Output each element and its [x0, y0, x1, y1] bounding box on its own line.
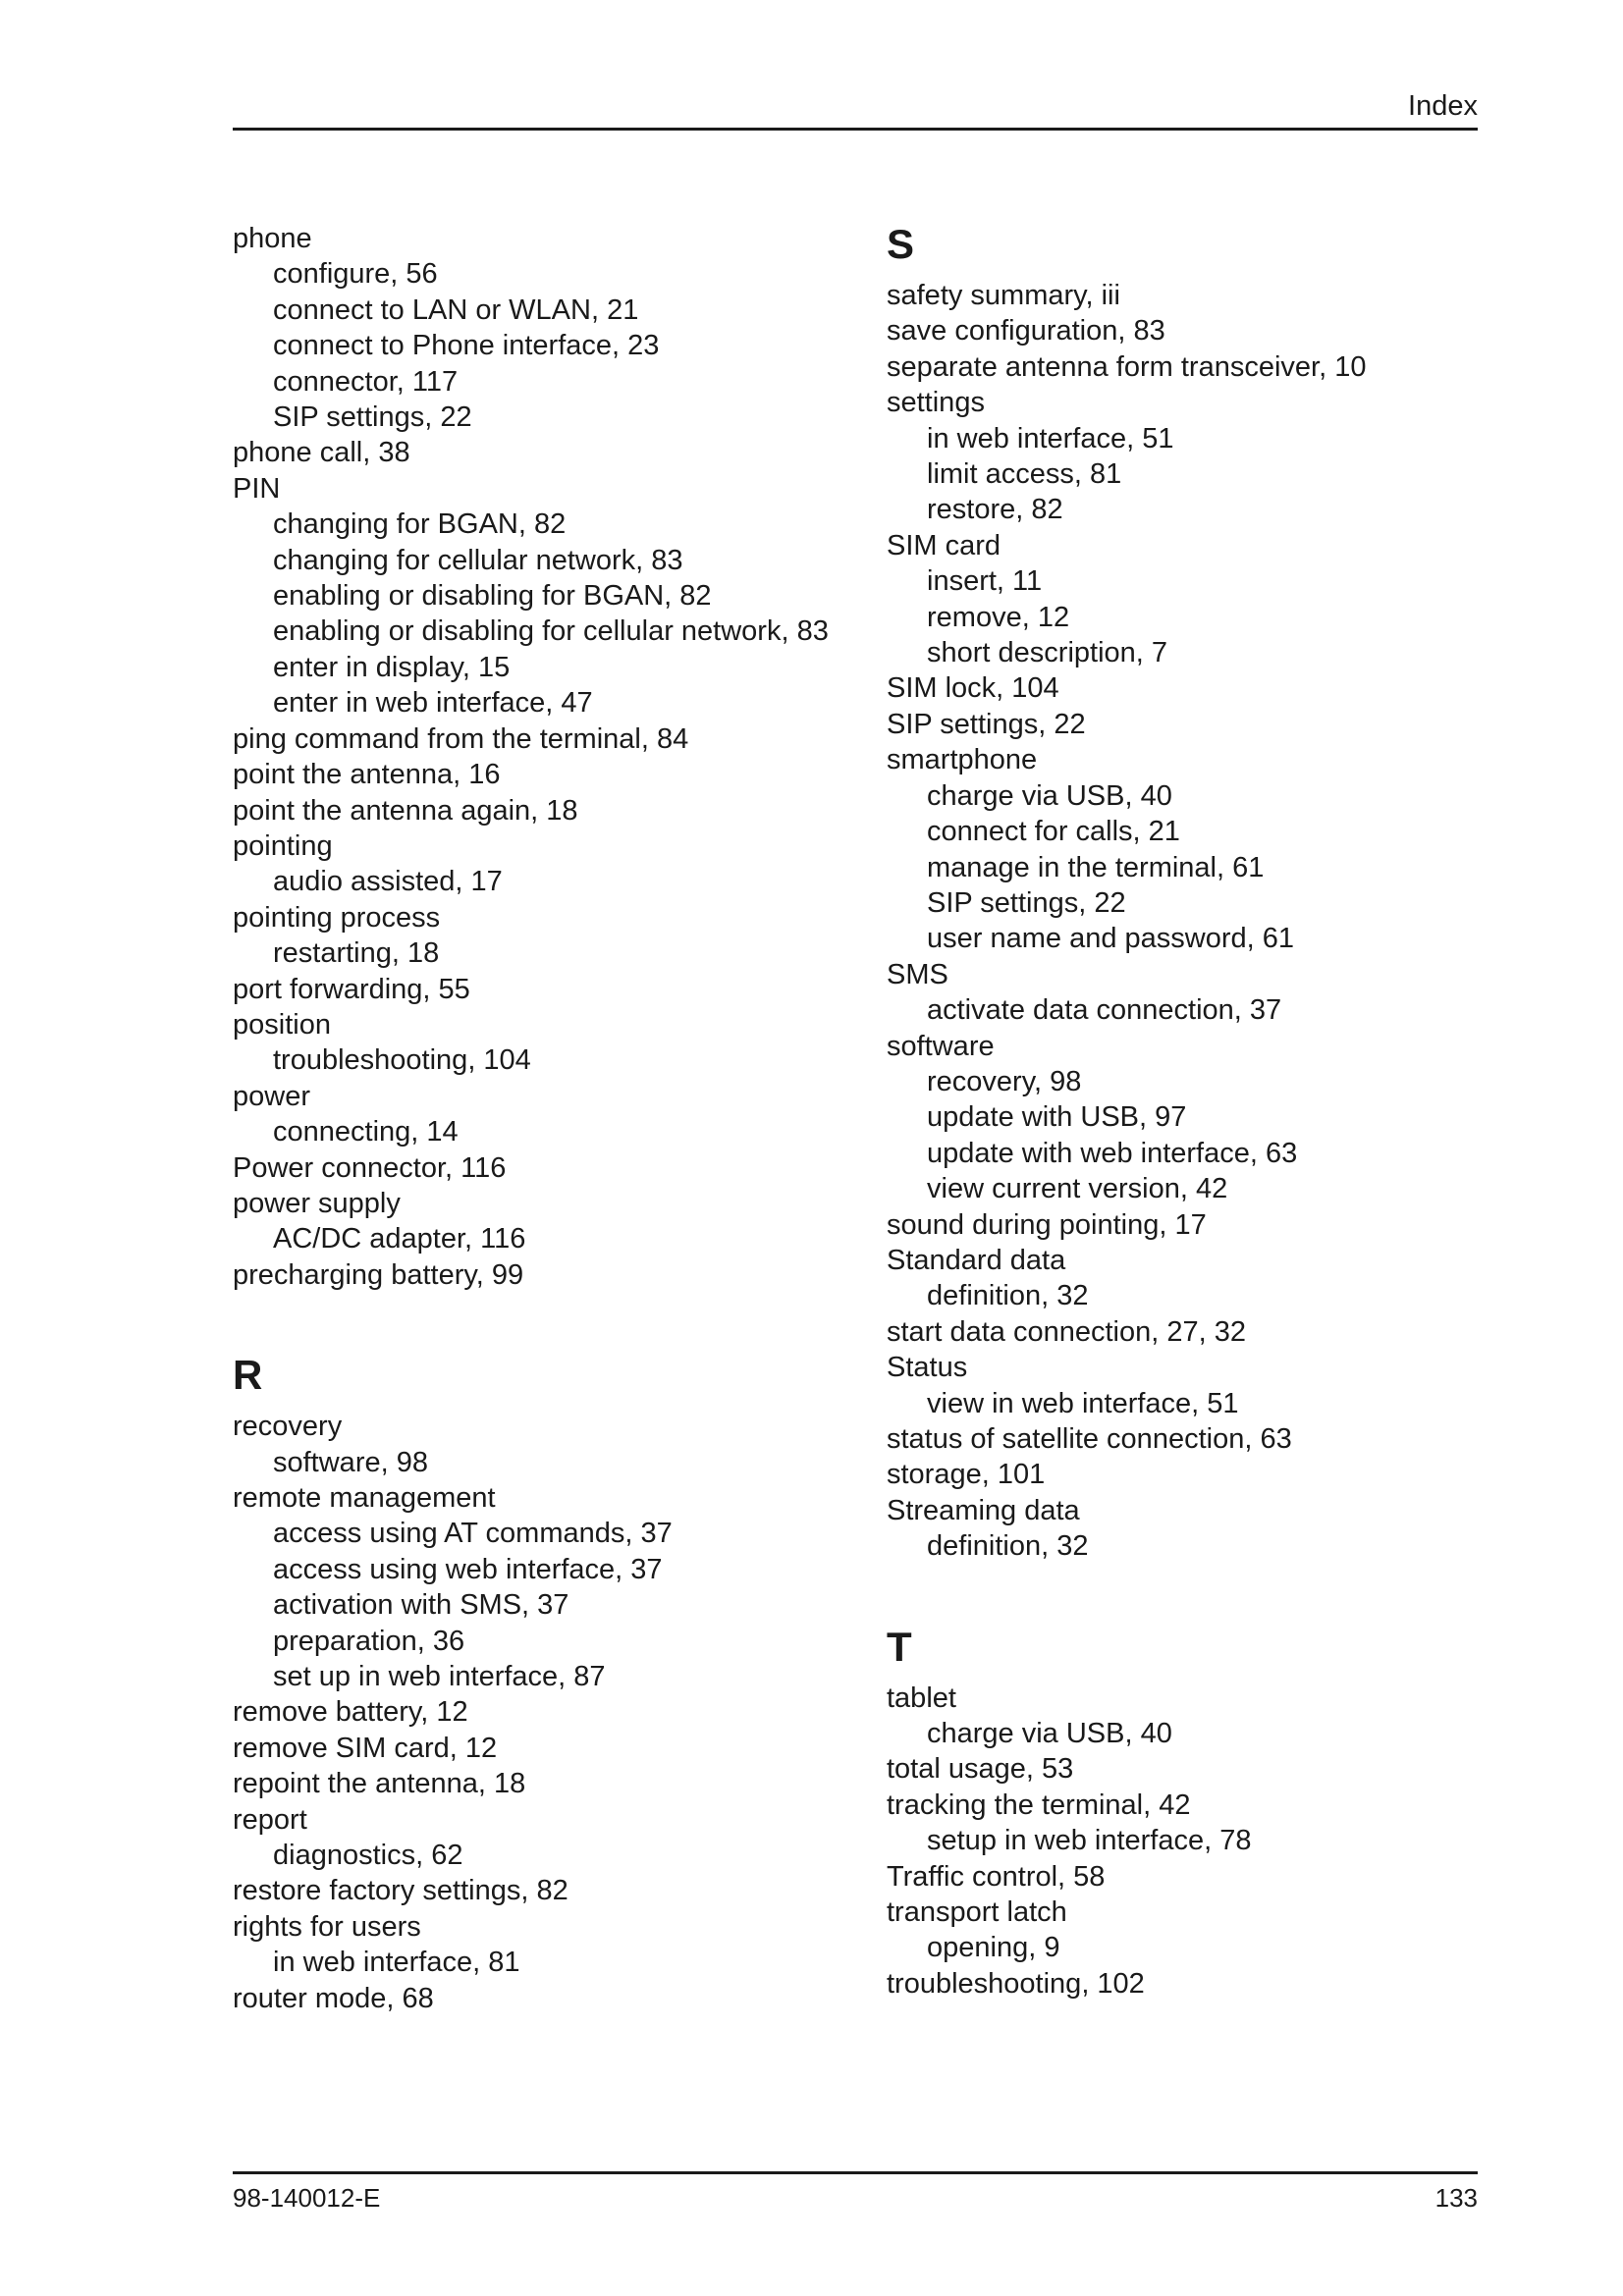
index-entry: Status: [887, 1352, 968, 1384]
index-subentry: AC/DC adapter, 116: [273, 1223, 526, 1255]
page-header-title: Index: [1408, 90, 1478, 122]
index-entry: report: [233, 1803, 307, 1836]
index-subentry: enter in web interface, 47: [273, 687, 593, 720]
index-subentry: remove, 12: [927, 601, 1070, 633]
index-entry: ping command from the terminal, 84: [233, 722, 689, 755]
index-entry: transport latch: [887, 1896, 1067, 1929]
index-subentry: connect to LAN or WLAN, 21: [273, 294, 639, 326]
index-subentry: connecting, 14: [273, 1116, 459, 1148]
index-entry: position: [233, 1008, 331, 1041]
index-subentry: definition, 32: [927, 1530, 1089, 1563]
index-section-letter: T: [887, 1623, 912, 1670]
index-entry: smartphone: [887, 744, 1038, 776]
index-entry: SIM card: [887, 529, 1001, 561]
index-subentry: enabling or disabling for BGAN, 82: [273, 580, 712, 613]
index-entry: point the antenna again, 18: [233, 794, 578, 827]
index-subentry: connect to Phone interface, 23: [273, 330, 660, 362]
index-entry: SMS: [887, 958, 948, 990]
index-subentry: recovery, 98: [927, 1065, 1082, 1097]
index-subentry: preparation, 36: [273, 1625, 465, 1657]
index-entry: power: [233, 1080, 310, 1112]
index-entry: repoint the antenna, 18: [233, 1768, 526, 1800]
index-subentry: setup in web interface, 78: [927, 1825, 1252, 1857]
index-subentry: connector, 117: [273, 365, 459, 398]
index-subentry: access using web interface, 37: [273, 1553, 663, 1585]
index-subentry: opening, 9: [927, 1932, 1060, 1964]
index-entry: Streaming data: [887, 1494, 1080, 1526]
index-entry: Traffic control, 58: [887, 1860, 1106, 1893]
index-subentry: definition, 32: [927, 1280, 1089, 1312]
index-entry: start data connection, 27, 32: [887, 1315, 1246, 1348]
index-entry: software: [887, 1030, 995, 1062]
index-entry: remove battery, 12: [233, 1696, 468, 1729]
index-entry: pointing process: [233, 901, 441, 934]
index-entry: phone: [233, 223, 312, 254]
index-entry: power supply: [233, 1187, 401, 1219]
index-subentry: charge via USB, 40: [927, 779, 1172, 812]
index-entry: pointing: [233, 829, 333, 862]
index-entry: total usage, 53: [887, 1753, 1074, 1786]
index-subentry: restore, 82: [927, 494, 1063, 526]
index-subentry: troubleshooting, 104: [273, 1044, 531, 1077]
index-subentry: activation with SMS, 37: [273, 1589, 569, 1622]
index-entry: status of satellite connection, 63: [887, 1423, 1292, 1455]
index-entry: Power connector, 116: [233, 1151, 507, 1184]
index-entry: SIP settings, 22: [887, 708, 1086, 740]
index-entry: settings: [887, 387, 985, 419]
index-entry: port forwarding, 55: [233, 973, 470, 1005]
index-entry: restore factory settings, 82: [233, 1875, 568, 1907]
index-column-right: [887, 221, 1495, 2002]
index-entry: SIM lock, 104: [887, 672, 1059, 705]
page-number: 133: [1434, 2183, 1478, 2213]
index-entry: sound during pointing, 17: [887, 1208, 1207, 1241]
index-subentry: charge via USB, 40: [927, 1718, 1172, 1750]
index-subentry: user name and password, 61: [927, 923, 1294, 955]
index-entry: precharging battery, 99: [233, 1258, 524, 1291]
index-entry: rights for users: [233, 1910, 421, 1943]
index-subentry: view current version, 42: [927, 1173, 1228, 1205]
index-subentry: update with web interface, 63: [927, 1137, 1298, 1169]
document-number: 98-140012-E: [233, 2183, 381, 2213]
index-entry: PIN: [233, 472, 281, 505]
index-subentry: configure, 56: [273, 258, 438, 291]
index-subentry: connect for calls, 21: [927, 816, 1180, 848]
index-subentry: insert, 11: [927, 565, 1043, 598]
index-subentry: access using AT commands, 37: [273, 1518, 673, 1550]
index-entry: remote management: [233, 1482, 496, 1514]
index-subentry: short description, 7: [927, 637, 1168, 669]
index-subentry: audio assisted, 17: [273, 866, 503, 898]
index-entry: tablet: [887, 1682, 956, 1714]
index-subentry: diagnostics, 62: [273, 1840, 463, 1872]
header-divider: [233, 128, 1478, 131]
index-subentry: SIP settings, 22: [927, 886, 1126, 919]
index-subentry: changing for cellular network, 83: [273, 544, 683, 576]
index-entry: separate antenna form transceiver, 10: [887, 350, 1367, 383]
index-subentry: manage in the terminal, 61: [927, 851, 1265, 883]
index-subentry: in web interface, 51: [927, 422, 1174, 454]
index-subentry: SIP settings, 22: [273, 401, 472, 434]
index-section-letter: R: [233, 1352, 263, 1399]
index-subentry: view in web interface, 51: [927, 1387, 1239, 1419]
index-entry: Standard data: [887, 1244, 1066, 1276]
index-subentry: changing for BGAN, 82: [273, 508, 567, 541]
index-subentry: update with USB, 97: [927, 1101, 1187, 1134]
index-entry: tracking the terminal, 42: [887, 1789, 1191, 1821]
index-column-left: [233, 221, 841, 2016]
index-entry: remove SIM card, 12: [233, 1732, 498, 1764]
index-subentry: activate data connection, 37: [927, 994, 1282, 1027]
index-entry: storage, 101: [887, 1459, 1046, 1491]
index-subentry: enter in display, 15: [273, 651, 511, 683]
index-entry: recovery: [233, 1411, 343, 1443]
index-entry: troubleshooting, 102: [887, 1967, 1145, 2000]
index-entry: save configuration, 83: [887, 315, 1165, 347]
index-subentry: restarting, 18: [273, 937, 440, 970]
index-subentry: enabling or disabling for cellular network, 83: [273, 615, 829, 648]
index-subentry: software, 98: [273, 1446, 428, 1478]
index-entry: phone call, 38: [233, 437, 410, 469]
index-subentry: set up in web interface, 87: [273, 1661, 606, 1693]
index-section-letter: S: [887, 221, 915, 267]
index-subentry: in web interface, 81: [273, 1947, 520, 1979]
index-entry: point the antenna, 16: [233, 759, 501, 791]
index-entry: safety summary, iii: [887, 280, 1120, 311]
index-subentry: limit access, 81: [927, 458, 1122, 491]
footer-divider: [233, 2171, 1478, 2174]
index-entry: router mode, 68: [233, 1982, 434, 2014]
